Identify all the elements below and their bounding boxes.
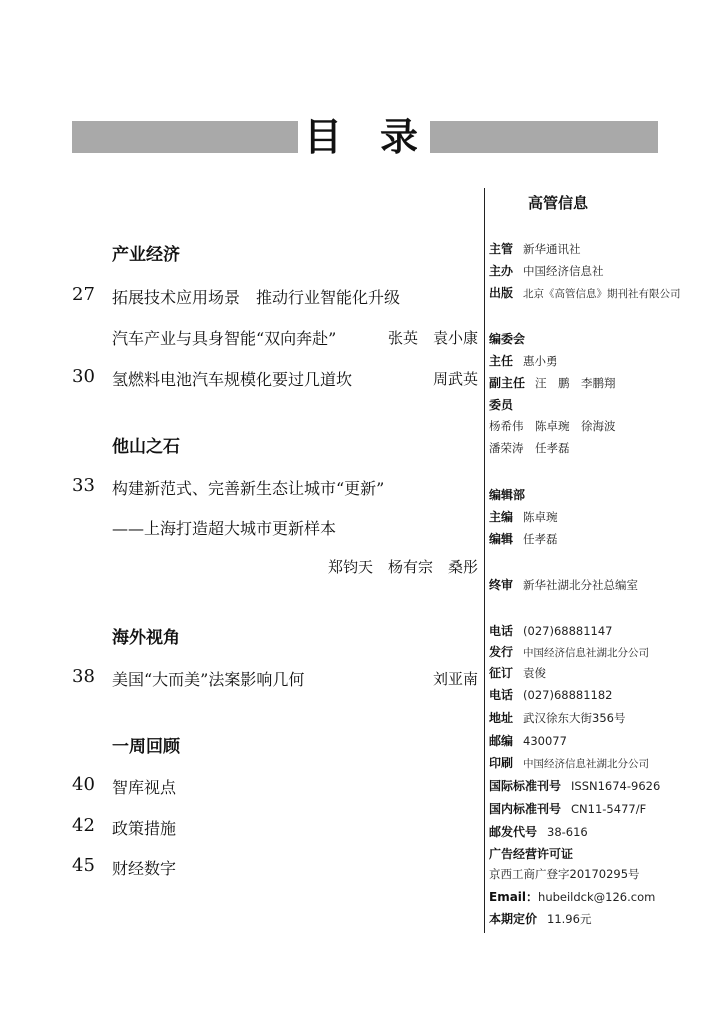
masthead-key: Email：	[489, 890, 539, 904]
page-number: 38	[72, 666, 95, 687]
page-title-char-2: 录	[380, 115, 419, 159]
masthead-row	[489, 888, 655, 905]
toc-entry-title[interactable]: 政策措施	[112, 819, 177, 838]
toc-entry-author: 郑钧天 杨有宗 桑彤	[327, 558, 478, 576]
section-heading-other-mountains: 他山之石	[112, 437, 180, 457]
masthead-row	[489, 576, 638, 593]
masthead-key: 编辑	[489, 532, 514, 546]
masthead-key: 国际标准刊号	[489, 779, 562, 793]
masthead-row	[489, 622, 612, 639]
page-number: 45	[72, 855, 95, 876]
masthead-value: 北京《高管信息》期刊社有限公司	[523, 288, 681, 300]
page-title-char-1: 目	[304, 115, 343, 159]
masthead-email[interactable]: hubeildck@126.com	[538, 890, 656, 904]
page-number: 33	[72, 475, 95, 496]
masthead-row	[489, 396, 513, 413]
column-divider	[484, 188, 485, 933]
masthead-row	[489, 866, 640, 882]
masthead-row	[489, 418, 616, 434]
masthead-row	[489, 709, 625, 726]
section-heading-overseas: 海外视角	[112, 628, 180, 648]
page-number: 42	[72, 815, 95, 836]
masthead-row	[489, 352, 558, 369]
masthead-key: 印刷	[489, 756, 514, 770]
masthead-row	[489, 530, 558, 547]
masthead-key: 副主任	[489, 376, 526, 390]
masthead-row	[489, 686, 612, 703]
toc-entry-title[interactable]: 拓展技术应用场景 推动行业智能化升级	[112, 288, 401, 307]
masthead-title: 高管信息	[528, 194, 589, 212]
masthead-key: 主任	[489, 354, 514, 368]
masthead-value: 袁俊	[523, 666, 547, 680]
masthead-row	[489, 486, 525, 503]
toc-entry-title[interactable]: 汽车产业与具身智能“双向奔赴”	[112, 329, 337, 348]
toc-entry-author: 张英 袁小康	[387, 329, 478, 347]
masthead-key: 主办	[489, 264, 514, 278]
masthead-key: 出版	[489, 286, 514, 300]
toc-entry-title[interactable]: 氢燃料电池汽车规模化要过几道坎	[112, 370, 353, 389]
masthead-value: 汪 鹏 李鹏翔	[535, 376, 616, 390]
masthead-row	[489, 732, 567, 749]
toc-entry-author: 周武英	[432, 370, 478, 388]
masthead-key: 邮编	[489, 734, 514, 748]
masthead-value: 京西工商广登字20170295号	[489, 867, 640, 881]
masthead-row	[489, 240, 581, 257]
masthead-row	[489, 374, 616, 391]
masthead-key: 本期定价	[489, 912, 538, 926]
masthead-key: 主管	[489, 242, 514, 256]
masthead-value: 惠小勇	[523, 354, 558, 368]
masthead-key: 终审	[489, 578, 514, 592]
masthead-value: 任孝磊	[523, 532, 558, 546]
masthead-key: 地址	[489, 711, 514, 725]
masthead-value: 中国经济信息社湖北分公司	[523, 647, 650, 659]
page-number: 27	[72, 284, 95, 305]
masthead-row	[489, 664, 546, 681]
masthead-key: 主编	[489, 510, 514, 524]
masthead-row	[489, 262, 604, 279]
masthead-row	[489, 330, 525, 347]
masthead-key: 编委会	[489, 332, 526, 346]
masthead-value: 中国经济信息社	[523, 264, 604, 278]
masthead-row	[489, 284, 681, 301]
masthead-key: 邮发代号	[489, 825, 538, 839]
masthead-value: 陈卓琬	[523, 510, 558, 524]
toc-entry-title[interactable]: 构建新范式、完善新生态让城市“更新”	[112, 479, 385, 498]
masthead-value: (027)68881147	[523, 624, 613, 638]
masthead-row	[489, 440, 570, 456]
masthead-row	[489, 910, 591, 927]
masthead-row	[489, 508, 558, 525]
toc-entry-author: 刘亚南	[432, 670, 478, 688]
masthead-row	[489, 643, 649, 660]
toc-entry-title[interactable]: 财经数字	[112, 859, 177, 878]
masthead-key: 委员	[489, 398, 514, 412]
masthead-row	[489, 845, 573, 862]
masthead-value: 11.96元	[547, 912, 592, 926]
masthead-row	[489, 823, 588, 840]
masthead-value: 杨希伟 陈卓琬 徐海波	[489, 419, 616, 433]
masthead-row	[489, 777, 660, 794]
masthead-value: 中国经济信息社湖北分公司	[523, 758, 650, 770]
masthead-key: 电话	[489, 624, 514, 638]
masthead-value: 430077	[523, 734, 567, 748]
masthead-key: 国内标准刊号	[489, 802, 562, 816]
page-number: 40	[72, 774, 95, 795]
masthead-key: 征订	[489, 666, 514, 680]
masthead-key: 编辑部	[489, 488, 526, 502]
masthead-row	[489, 754, 649, 771]
toc-entry-subtitle: ——上海打造超大城市更新样本	[112, 519, 337, 538]
masthead-value: 38-616	[547, 825, 588, 839]
masthead-value: 武汉徐东大街356号	[523, 711, 626, 725]
masthead-value: ISSN1674-9626	[571, 779, 661, 793]
title-bar-right	[430, 121, 658, 153]
masthead-key: 发行	[489, 645, 514, 659]
masthead-key: 广告经营许可证	[489, 847, 574, 861]
masthead-key: 电话	[489, 688, 514, 702]
masthead-value: CN11-5477/F	[571, 802, 647, 816]
page-number: 30	[72, 366, 95, 387]
masthead-value: 新华社湖北分社总编室	[523, 578, 639, 592]
toc-entry-title[interactable]: 智库视点	[112, 778, 177, 797]
section-heading-industry: 产业经济	[112, 245, 180, 265]
title-bar-left	[72, 121, 298, 153]
masthead-value: (027)68881182	[523, 688, 613, 702]
masthead-row	[489, 800, 646, 817]
masthead-value: 潘荣涛 任孝磊	[489, 441, 570, 455]
section-heading-weekly-review: 一周回顾	[112, 737, 180, 757]
masthead-value: 新华通讯社	[523, 242, 581, 256]
toc-entry-title[interactable]: 美国“大而美”法案影响几何	[112, 670, 305, 689]
